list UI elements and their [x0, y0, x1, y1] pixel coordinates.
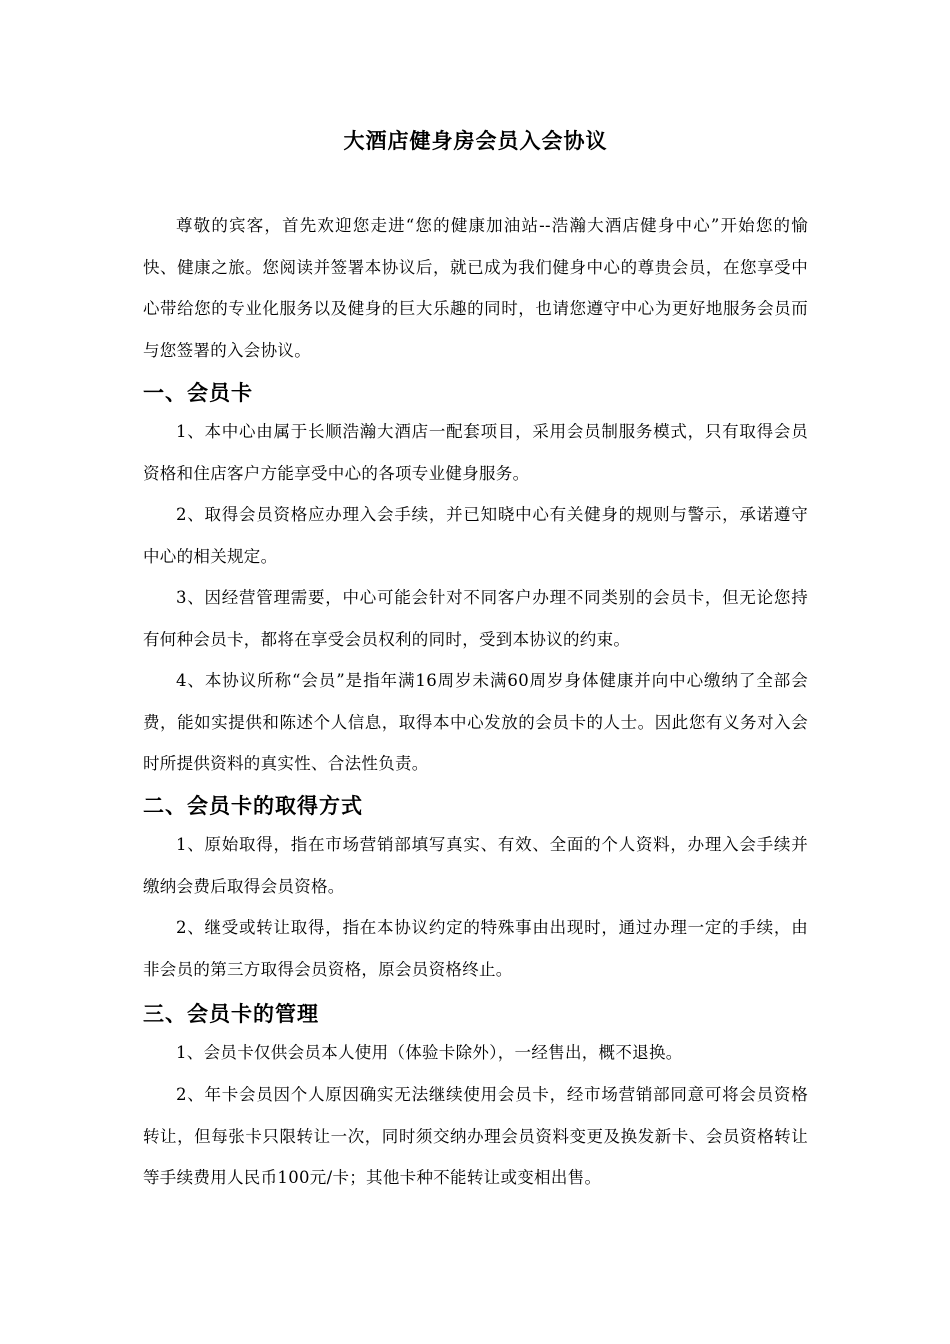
- section2-paragraph-1: 1、原始取得，指在市场营销部填写真实、有效、全面的个人资料，办理入会手续并缴纳会费后取得会员资格。: [143, 835, 808, 896]
- section-heading-card-acquisition: 二、会员卡的取得方式: [143, 794, 363, 818]
- section-heading-membership-card: 一、会员卡: [143, 381, 253, 405]
- section3-paragraph-2: 2、年卡会员因个人原因确实无法继续使用会员卡，经市场营销部同意可将会员资格转让，但每张卡只限转让一次，同时须交纳办理会员资料变更及换发新卡、会员资格转让等手续费用人民币100元/卡；其他卡种不能转让或变相出售。: [143, 1085, 808, 1187]
- section-heading-card-management: 三、会员卡的管理: [143, 1002, 319, 1026]
- section3-paragraph-1: 1、会员卡仅供会员本人使用（体验卡除外），一经售出，概不退换。: [176, 1043, 683, 1062]
- section2-paragraph-2: 2、继受或转让取得，指在本协议约定的特殊事由出现时，通过办理一定的手续，由非会员的第三方取得会员资格，原会员资格终止。: [143, 918, 808, 979]
- intro-paragraph: 尊敬的宾客，首先欢迎您走进“您的健康加油站--浩瀚大酒店健身中心”开始您的愉快、健康之旅。您阅读并签署本协议后，就已成为我们健身中心的尊贵会员，在您享受中心带给您的专业化服务以及健身的巨大乐趣的同时，也请您遵守中心为更好地服务会员而与您签署的入会协议。: [143, 216, 808, 360]
- section1-paragraph-4: 4、本协议所称“会员”是指年满16周岁未满60周岁身体健康并向中心缴纳了全部会费，能如实提供和陈述个人信息，取得本中心发放的会员卡的人士。因此您有义务对入会时所提供资料的真实性、合法性负责。: [143, 671, 808, 773]
- document-title: 大酒店健身房会员入会协议: [343, 129, 608, 153]
- section1-paragraph-3: 3、因经营管理需要，中心可能会针对不同客户办理不同类别的会员卡，但无论您持有何种会员卡，都将在享受会员权利的同时，受到本协议的约束。: [143, 588, 808, 649]
- section1-paragraph-1: 1、本中心由属于长顺浩瀚大酒店一配套项目，采用会员制服务模式，只有取得会员资格和住店客户方能享受中心的各项专业健身服务。: [143, 422, 808, 483]
- section1-paragraph-2: 2、取得会员资格应办理入会手续，并已知晓中心有关健身的规则与警示，承诺遵守中心的相关规定。: [143, 505, 808, 566]
